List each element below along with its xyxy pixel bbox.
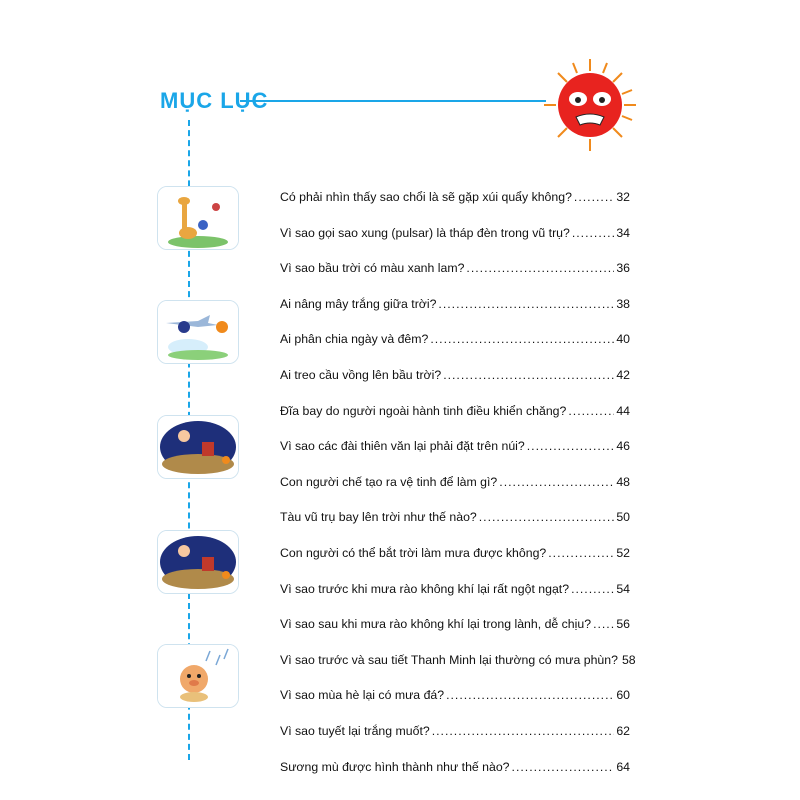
giraffe-illustration-icon [158, 187, 238, 249]
toc-leader-dots [479, 510, 615, 524]
toc-leader-dots [527, 439, 615, 453]
toc-entry-page: 54 [616, 581, 630, 596]
toc-entry-title: Con người chế tạo ra vệ tinh để làm gì? [280, 474, 498, 489]
toc-entry[interactable] [280, 510, 630, 546]
toc-entry-title: Vì sao trước và sau tiết Thanh Minh lại thường có mưa phùn? [280, 652, 618, 667]
toc-leader-dots [593, 617, 614, 631]
toc-entry-title: Vì sao các đài thiên văn lại phải đặt trên núi? [280, 439, 525, 454]
toc-leader-dots [443, 368, 614, 382]
toc-leader-dots [568, 404, 614, 418]
toc-entry-page: 38 [616, 296, 630, 311]
toc-entry[interactable] [280, 760, 630, 796]
toc-leader-dots [466, 261, 614, 275]
toc-leader-dots [430, 332, 614, 346]
toc-entry-page: 62 [616, 723, 630, 738]
page-title: MỤC LỤC [160, 88, 269, 113]
toc-entry[interactable] [280, 261, 630, 297]
toc-entry[interactable] [280, 297, 630, 333]
toc-leader-dots [432, 724, 615, 738]
toc-entry-title: Vì sao bầu trời có màu xanh lam? [280, 261, 465, 276]
pig-rain-illustration-icon [158, 645, 238, 707]
thumbnail-giraffe [157, 186, 239, 250]
toc-entry[interactable] [280, 368, 630, 404]
toc-entry[interactable] [280, 226, 630, 262]
toc-entry-title: Vì sao sau khi mưa rào không khí lại trong lành, dễ chịu? [280, 617, 592, 632]
toc-entry-title: Vì sao tuyết lại trắng muốt? [280, 723, 430, 738]
toc-entry[interactable] [280, 617, 630, 653]
toc-entry-title: Ai phân chia ngày và đêm? [280, 332, 429, 347]
toc-entry[interactable] [280, 404, 630, 440]
table-of-contents [280, 190, 636, 795]
toc-entry-title: Vì sao mùa hè lại có mưa đá? [280, 688, 445, 703]
airplane-cloud-illustration-icon [158, 301, 238, 363]
toc-entry-title: Con người có thể bắt trời làm mưa được không? [280, 545, 547, 560]
toc-entry-page: 36 [616, 261, 630, 276]
toc-leader-dots [548, 546, 614, 560]
toc-entry[interactable] [280, 652, 636, 689]
toc-entry-page: 44 [616, 403, 630, 418]
toc-entry-page: 32 [616, 190, 630, 204]
toc-entry-page: 60 [616, 688, 630, 703]
title-underline [240, 100, 546, 102]
toc-leader-dots [499, 475, 614, 489]
toc-entry-title: Có phải nhìn thấy sao chổi là sẽ gặp xúi quẩy không? [280, 190, 572, 204]
toc-entry-title: Ai treo cầu vồng lên bầu trời? [280, 367, 442, 382]
toc-entry-page: 46 [616, 439, 630, 454]
toc-entry-title: Ai nâng mây trắng giữa trời? [280, 296, 437, 311]
toc-leader-dots [571, 582, 614, 596]
toc-entry-title: Đĩa bay do người ngoài hành tinh điều khiển chăng? [280, 403, 567, 418]
toc-entry-page: 52 [616, 545, 630, 560]
toc-entry-title: Vì sao gọi sao xung (pulsar) là tháp đèn trong vũ trụ? [280, 225, 570, 240]
toc-leader-dots [572, 226, 614, 240]
toc-leader-dots [446, 688, 614, 702]
toc-leader-dots [438, 297, 614, 311]
toc-entry-page: 40 [616, 332, 630, 347]
toc-entry-page: 56 [616, 617, 630, 632]
toc-entry[interactable] [280, 475, 630, 511]
toc-leader-dots [574, 190, 614, 204]
sun-mascot-icon [540, 55, 640, 155]
toc-entry[interactable] [280, 439, 630, 475]
toc-entry[interactable] [280, 546, 630, 582]
toc-entry[interactable] [280, 332, 630, 368]
night-planet-illustration-icon [158, 531, 238, 593]
toc-entry-page: 58 [621, 652, 636, 667]
toc-entry-title: Sương mù được hình thành như thế nào? [280, 759, 510, 774]
thumbnail-night-2 [157, 530, 239, 594]
toc-entry-page: 42 [616, 367, 630, 382]
thumbnail-airplane [157, 300, 239, 364]
thumbnail-night-1 [157, 415, 239, 479]
night-planet-illustration-icon [158, 416, 238, 478]
toc-entry-page: 64 [616, 759, 630, 774]
toc-entry-page: 48 [616, 474, 630, 489]
toc-entry-page: 50 [616, 510, 630, 525]
toc-entry[interactable] [280, 582, 630, 618]
toc-leader-dots [512, 760, 615, 774]
toc-entry[interactable] [280, 724, 630, 760]
toc-entry-title: Vì sao trước khi mưa rào không khí lại rất ngột ngạt? [280, 581, 570, 596]
toc-entry[interactable] [280, 190, 630, 226]
toc-entry[interactable] [280, 688, 630, 724]
thumbnail-pig-rain [157, 644, 239, 708]
toc-entry-title: Tàu vũ trụ bay lên trời như thế nào? [280, 510, 477, 525]
toc-entry-page: 34 [616, 225, 630, 240]
